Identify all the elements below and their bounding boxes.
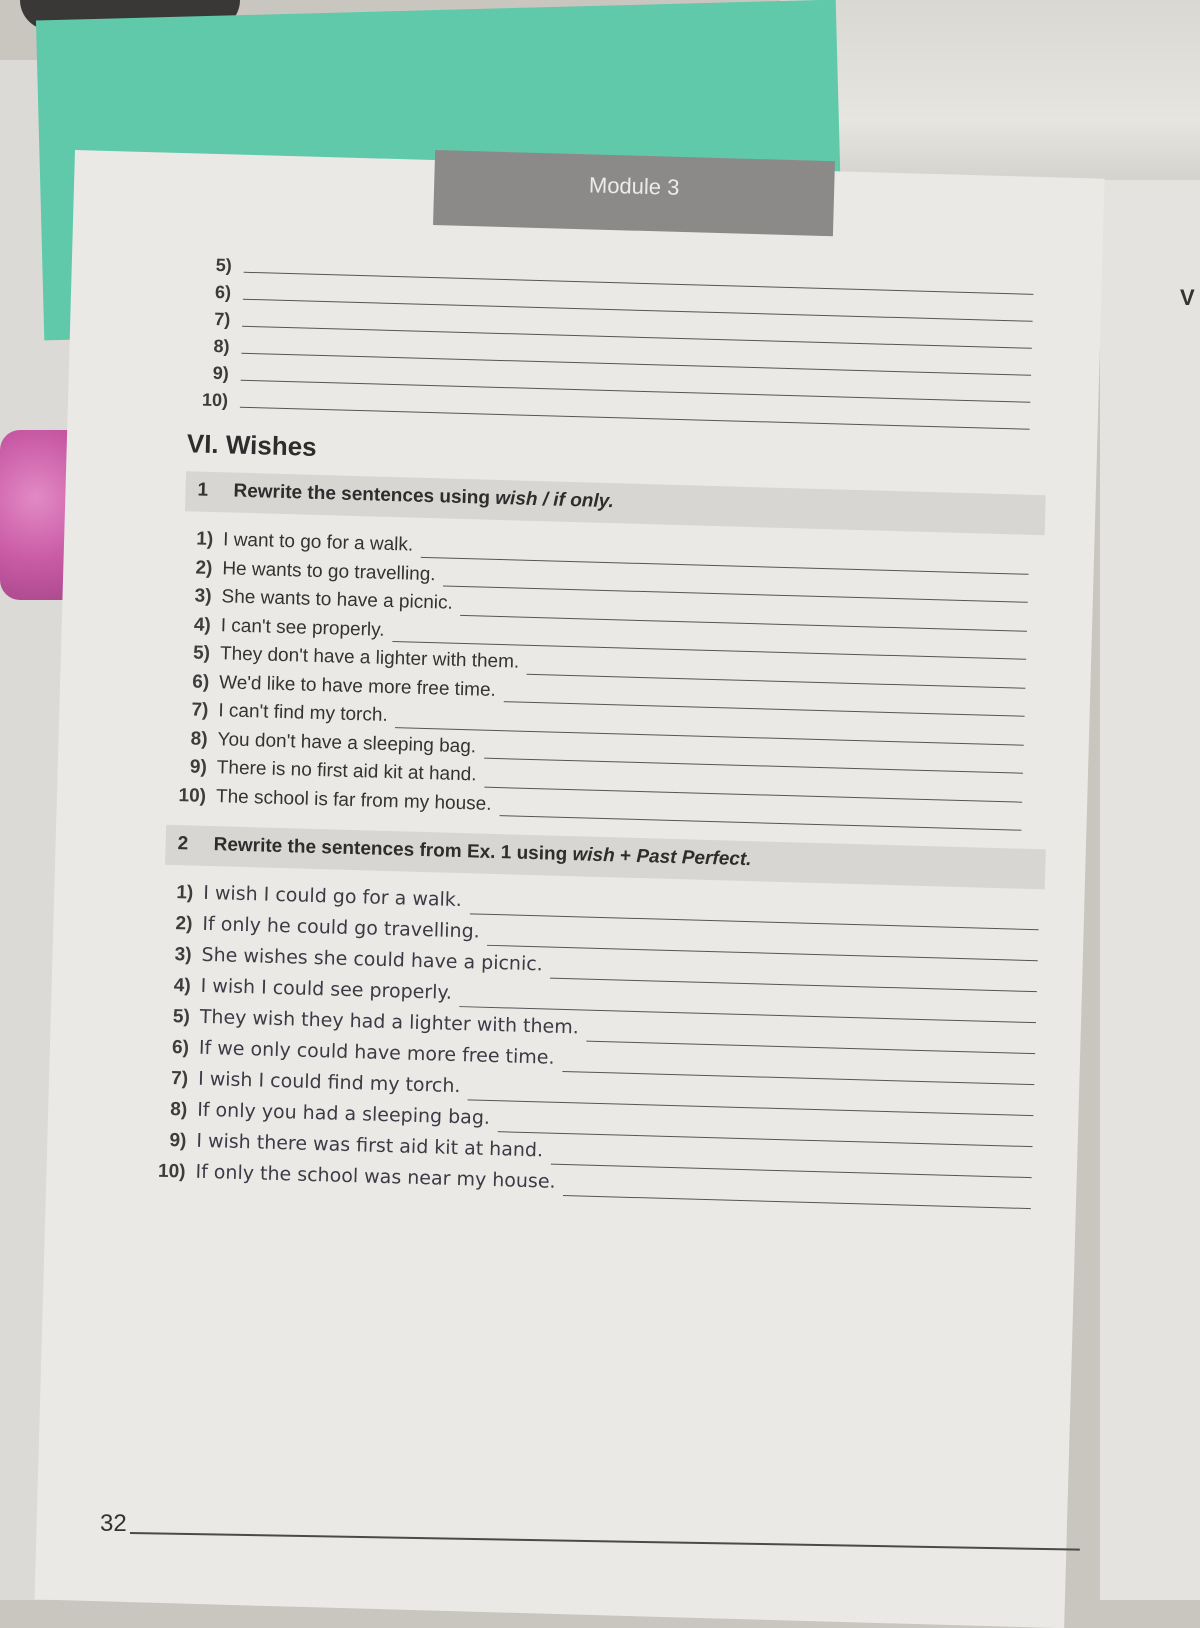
exercise-2-list [151,881,1039,1215]
list-item: 8) You don't have a sleeping bag. [173,727,1023,779]
list-item: 3) She wishes she could have a picnic. [157,943,1038,999]
answer-row: 9) [189,356,1031,406]
exercise-1-instruction: Rewrite the sentences using wish / if only. [233,480,615,513]
list-item: 2) He wants to go travelling. [178,557,1028,609]
list-item: 4) I wish I could see properly. [156,974,1037,1030]
list-item: 10) The school is far from my house. [172,784,1022,836]
list-item: 1) I wish I could go for a walk. [159,881,1040,937]
answer-row: 8) [189,329,1031,379]
answer-row: 10) [188,383,1030,433]
answer-lines-continued [188,248,1034,433]
list-item: 5) They don't have a lighter with them. [176,642,1026,694]
page-number: 32 [100,1510,127,1537]
list-item: 6) We'd like to have more free time. [175,671,1025,723]
list-item: 9) I wish there was first aid kit at hand. [152,1129,1033,1185]
workbook-page [35,150,1105,1628]
list-item: 2) If only he could go travelling. [158,912,1039,968]
list-item: 6) If we only could have more free time. [154,1036,1035,1092]
facing-page-letter: V [1180,285,1195,310]
module-tab: Module 3 [433,150,835,236]
facing-page [1100,180,1200,1600]
list-item: 10) If only the school was near my house. [151,1160,1032,1216]
answer-row: 6) [191,275,1033,325]
list-item: 9) There is no first aid kit at hand. [172,756,1022,808]
list-item: 1) I want to go for a walk. [179,528,1029,580]
list-item: 7) I wish I could find my torch. [154,1067,1035,1123]
exercise-2-header: 2 Rewrite the sentences from Ex. 1 using wish + Past Perfect. [165,825,1046,890]
list-item: 8) If only you had a sleeping bag. [153,1098,1034,1154]
list-item: 5) They wish they had a lighter with them. [155,1005,1036,1061]
section-title: VI. Wishes [186,428,318,462]
list-item: 7) I can't find my torch. [174,699,1024,751]
exercise-1-header: 1 Rewrite the sentences using wish / if only. [185,471,1046,535]
wooden-surface [780,0,1200,200]
exercise-2-instruction: Rewrite the sentences from Ex. 1 using wish + Past Perfect. [213,834,752,871]
list-item: 3) She wants to have a picnic. [177,585,1027,637]
answer-row: 5) [192,248,1034,298]
list-item: 4) I can't see properly. [176,614,1026,666]
answer-row: 7) [190,302,1032,352]
exercise-1-list [172,528,1030,837]
